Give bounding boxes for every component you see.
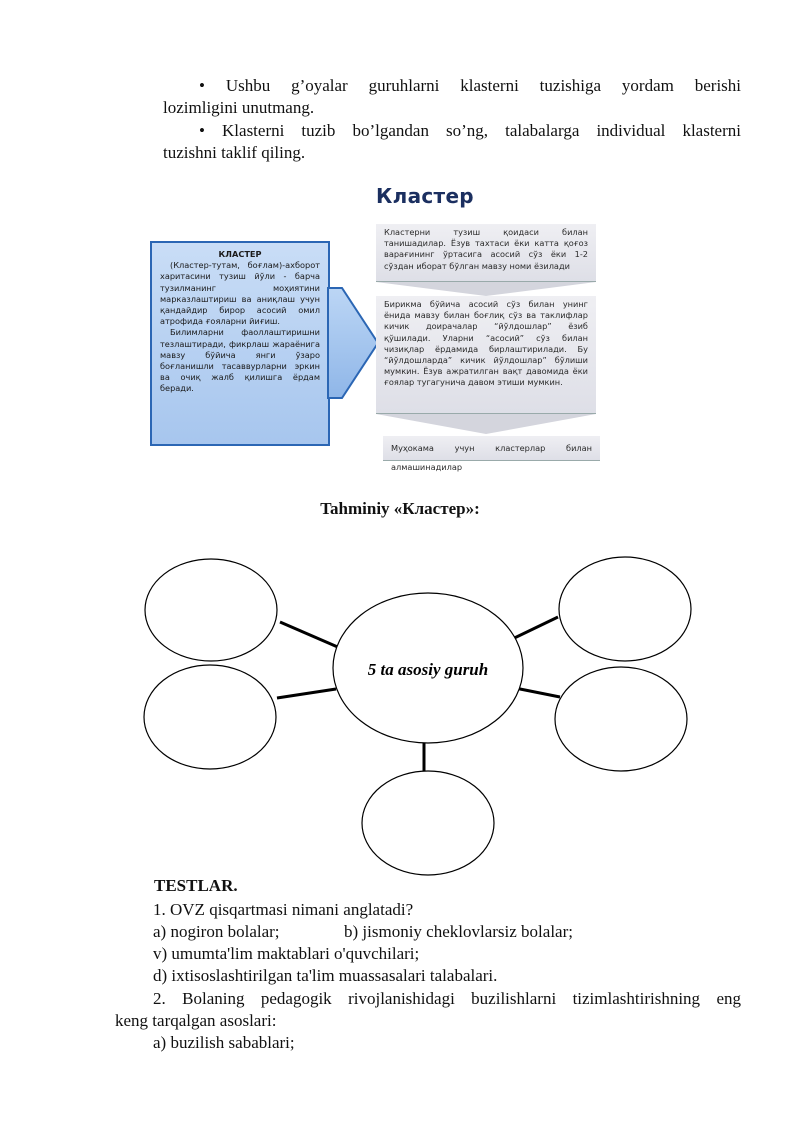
definition-heading: КЛАСТЕР <box>218 249 262 259</box>
step-1-box: Кластерни тузиш қоидаси билан танишадилар. Ёзув тахтаси ёки катта қоғоз варағининг ўртасига асосий сўз ёки 1-2 сўздан иборат бўлган мавзу номи ёзилади <box>376 224 596 282</box>
cluster-diagram <box>0 540 800 870</box>
down-arrow-icon <box>376 414 596 434</box>
question-2-option-a: a) buzilish sabablari; <box>153 1033 295 1052</box>
definition-paragraph-2: Билимларни фаоллаштиришни тезлаштиради, фикрлаш жараёнига мавзу бўйича янги ўзаро боғланишли тасаввурларни эркин ва очиқ жалб қилишга ёрдам беради. <box>160 327 320 394</box>
down-arrow-icon <box>376 282 596 296</box>
question-1-option-b: b) jismoniy cheklovlarsiz bolalar; <box>344 922 573 941</box>
satellite-ellipse-mid-right <box>555 667 687 771</box>
bullet-1-line-2: lozimligini unutmang. <box>163 98 315 117</box>
question-2: 2. Bolaning pedagogik rivojlanishidagi buzilishlarni tizimlashtirishning eng <box>153 989 741 1008</box>
satellite-ellipse-bottom <box>362 771 494 875</box>
figure-title: Кластер <box>376 184 474 208</box>
bullet-2-line-2: tuzishni taklif qiling. <box>163 143 306 162</box>
step-3-box: Муҳокама учун кластерлар билан алмашинадилар <box>383 436 600 461</box>
satellite-ellipse-top-right <box>559 557 691 661</box>
question-1-option-d: d) ixtisoslashtirilgan ta'lim muassasalari talabalari. <box>153 966 498 985</box>
center-label: 5 ta asosiy guruh <box>367 660 489 679</box>
question-2-continued: keng tarqalgan asoslari: <box>115 1011 277 1030</box>
question-1: 1. OVZ qisqartmasi nimani anglatadi? <box>153 900 414 919</box>
question-1-option-a: a) nogiron bolalar; <box>153 922 280 941</box>
question-1-option-v: v) umumta'lim maktablari o'quvchilari; <box>153 944 420 963</box>
bullet-1-line-1: • Ushbu g’oyalar guruhlarni klasterni tuzishiga yordam berishi <box>199 76 741 95</box>
satellite-ellipse-top-left <box>145 559 277 661</box>
bullet-2-line-1: • Klasterni tuzib bo’lgandan so’ng, talabalarga individual klasterni <box>199 121 741 140</box>
tests-heading: TESTLAR. <box>154 876 238 895</box>
definition-box <box>150 241 330 446</box>
satellite-ellipse-mid-left <box>144 665 276 769</box>
definition-paragraph-1: (Кластер-тутам, боғлам)-ахборот харитасини тузиш йўли - барча тузилманинг моҳиятини марказлаштириш ва аниқлаш учун қандайдир бирор асосий омил атрофида ғояларни йиғиш. <box>160 260 320 327</box>
step-2-box: Бирикма бўйича асосий сўз билан унинг ёнида мавзу билан боғлиқ сўз ва таклифлар кичик доирачалар “йўлдошлар” ёзиб қўшилади. Уларни “асосий” сўз билан чизиқлар ёрдамида бирлаштирилади. Бу “йўлдошларда” кичик йўлдошлар” бўлиши мумкин. Ёзув ажратилган вақт давомида ёки ғоялар тугагунича давом этиши мумкин. <box>376 296 596 414</box>
right-arrow-icon <box>326 268 382 418</box>
cluster-caption: Tahminiy «Кластер»: <box>320 499 480 518</box>
